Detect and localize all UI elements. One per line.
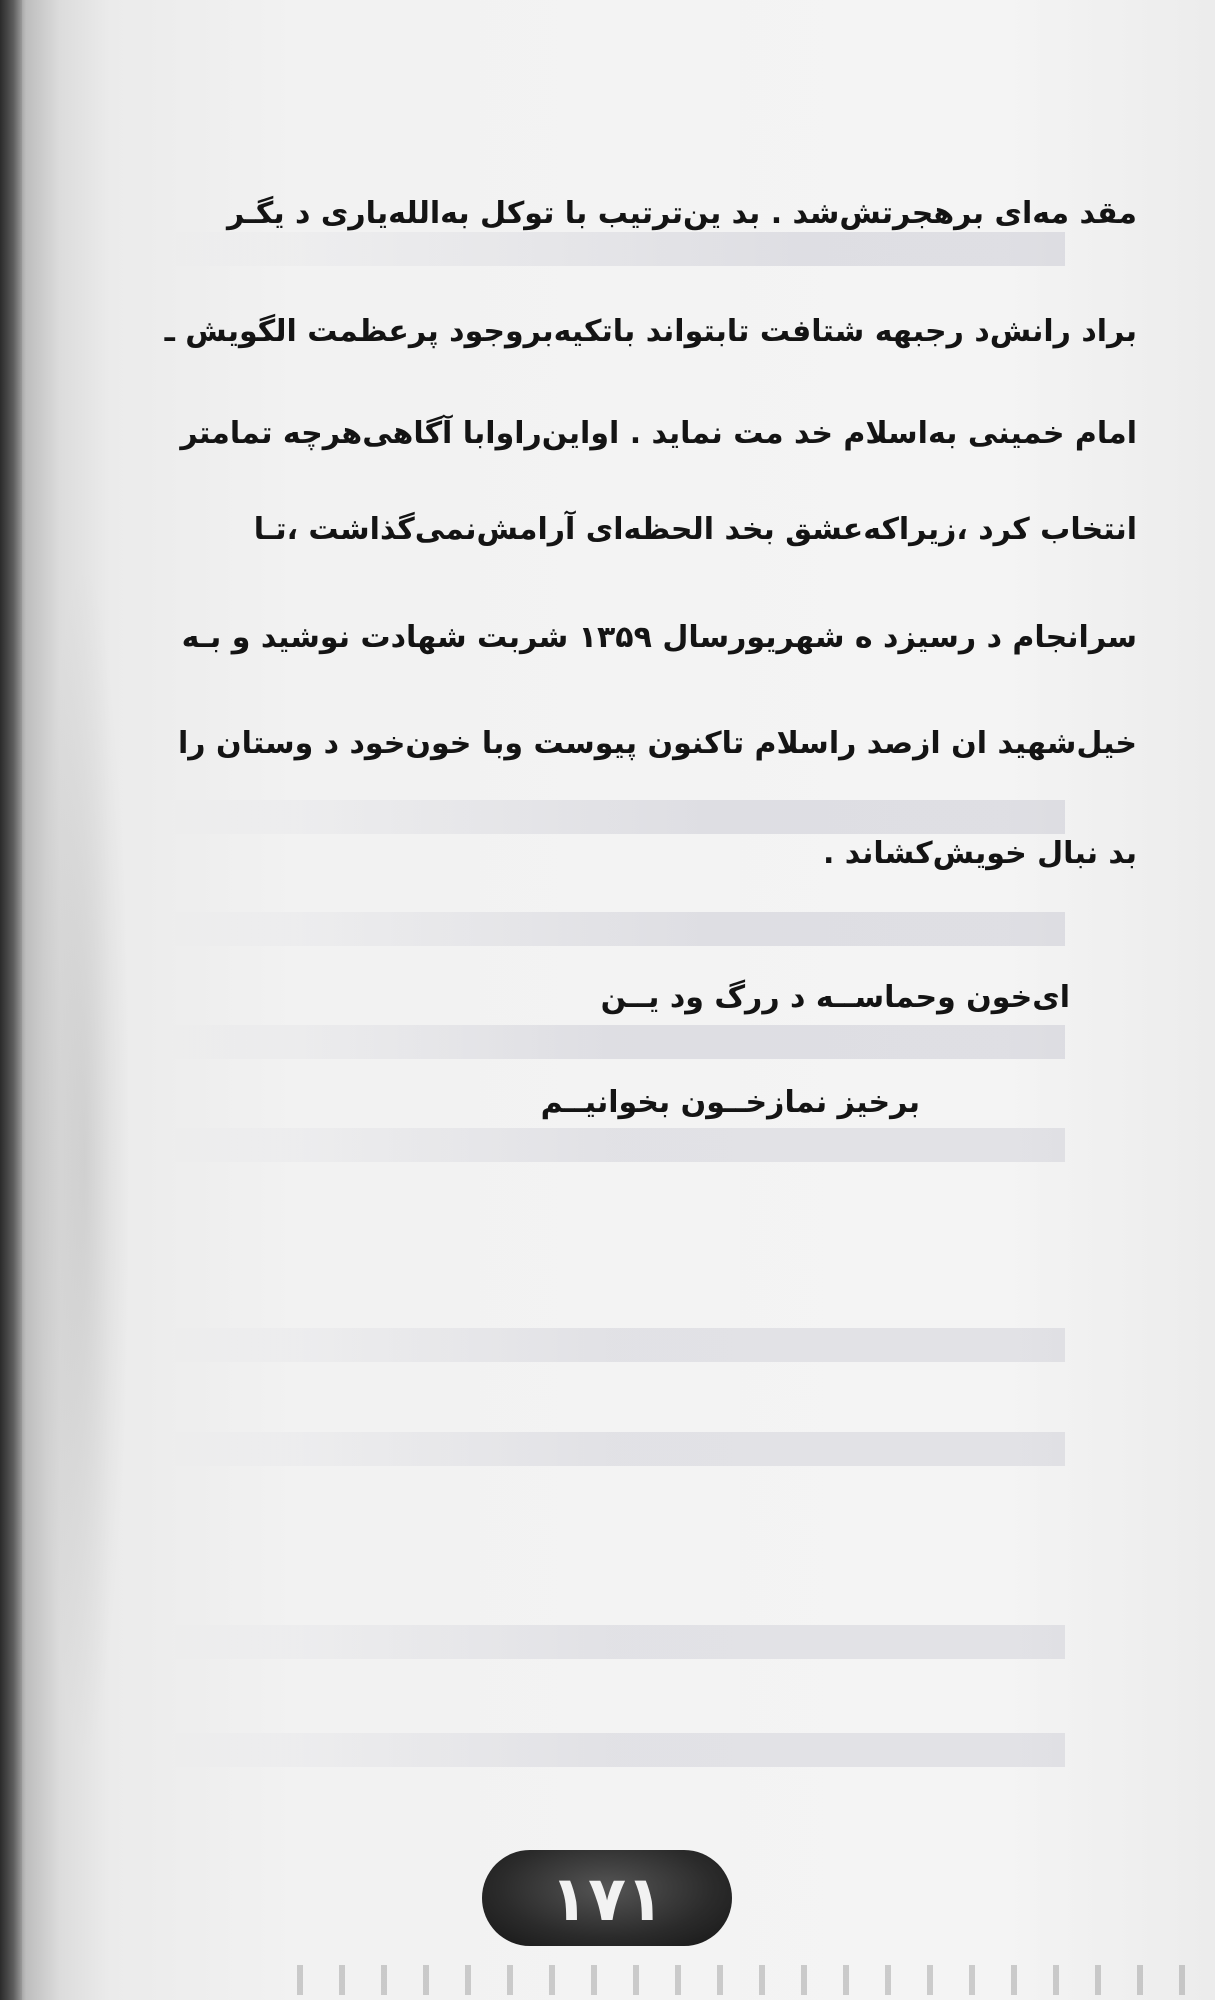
bleed-through-line — [165, 1625, 1065, 1659]
body-line: انتخاب کرد ،زیراکه‌عشق بخد الحظه‌ای آرامش‌نمی‌گذاشت ،تـا — [253, 512, 1137, 547]
bleed-through-line — [165, 232, 1065, 266]
verse-line-1: ای‌خون وحماســه د ررگ ود یــن — [600, 980, 1070, 1015]
bleed-through-line — [285, 1965, 1185, 1995]
bleed-through-line — [165, 912, 1065, 946]
page-number-badge: ۱۷۱ — [482, 1850, 732, 1946]
bleed-through-line — [165, 1328, 1065, 1362]
body-line: امام خمینی به‌اسلام خد مت نماید . اواین‌راوابا آگاهی‌هرچه تمامتر — [180, 416, 1137, 451]
bleed-through-line — [165, 1733, 1065, 1767]
bleed-through-line — [165, 1128, 1065, 1162]
body-line: براد رانش‌د رجبهه شتافت تابتواند باتکیه‌بروجود پرعظمت الگویش ـ — [164, 314, 1137, 349]
verse-line-2: برخیز نمازخــون بخوانیــم — [540, 1085, 920, 1120]
body-line: مقد مه‌ای برهجرتش‌شد . بد ین‌ترتیب با توکل به‌الله‌یاری د یگـر — [226, 196, 1137, 231]
body-line: خیل‌شهید ان ازصد راسلام تاکنون پیوست وبا خون‌خود د وستان را — [177, 726, 1137, 761]
book-binding-shadow — [0, 0, 22, 2000]
bleed-through-line — [165, 800, 1065, 834]
bleed-through-line — [165, 1025, 1065, 1059]
body-line: سرانجام د رسیزد ه شهریورسال ۱۳۵۹ شربت شهادت نوشید و بـه — [181, 620, 1137, 655]
bleed-through-line — [165, 1432, 1065, 1466]
body-line: بد نبال خویش‌کشاند . — [822, 836, 1137, 871]
paper-stain — [40, 560, 130, 1760]
